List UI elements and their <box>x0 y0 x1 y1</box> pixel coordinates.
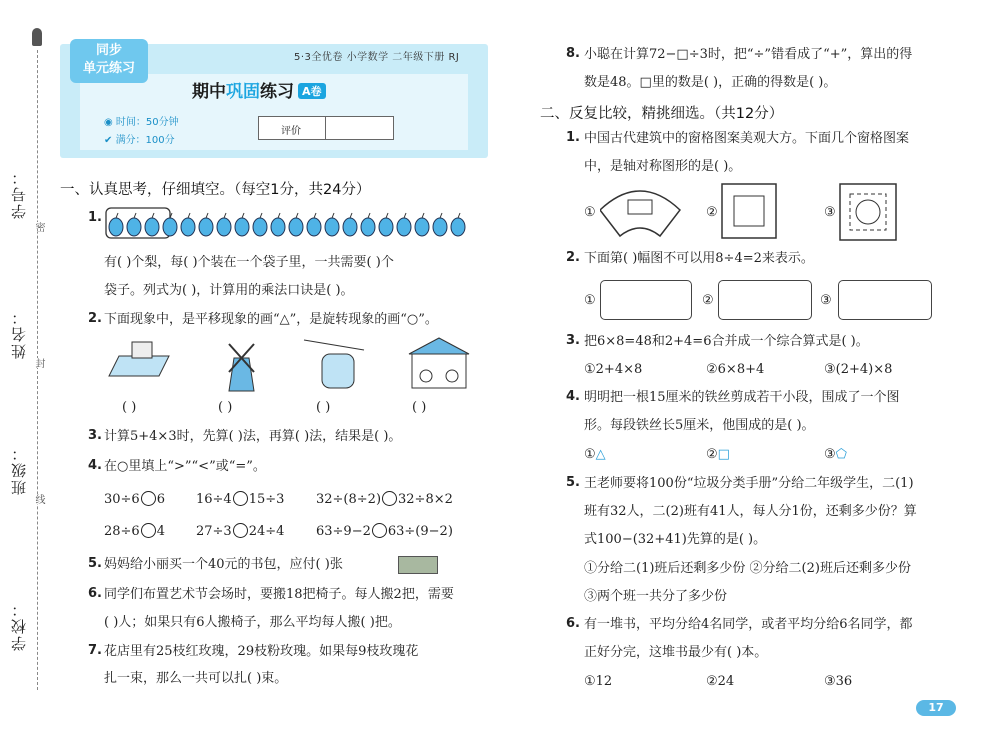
r-q3-opt2[interactable]: ②6×8+4 <box>706 362 765 377</box>
q4-row2-a: 28÷6 4 <box>104 524 165 539</box>
q4-row2-b: 27÷3 24÷4 <box>196 524 285 539</box>
r-q1-opt1[interactable]: ① <box>584 205 596 220</box>
window-patterns <box>600 180 930 244</box>
r-q3-num: 3. <box>566 333 580 348</box>
q4-row1-b: 16÷4 15÷3 <box>196 492 285 507</box>
motion-pictures <box>104 336 474 394</box>
series-info: 5·3全优卷 小学数学 二年级下册 RJ <box>294 52 460 63</box>
version-badge: A卷 <box>298 83 326 99</box>
r-q4-line2: 形。每段铁丝长5厘米，他围成的是( )。 <box>584 418 815 433</box>
r-q1-opt3[interactable]: ③ <box>824 205 836 220</box>
r-q5-opt1[interactable]: ①分给二(1)班后还剩多少份 ②分给二(2)班后还剩多少份 <box>584 561 911 576</box>
pear-icon <box>145 218 159 236</box>
seal-mark-feng: 封 <box>33 358 44 368</box>
r-q2-opt3[interactable]: ③ <box>820 293 832 308</box>
pear-icon <box>253 218 267 236</box>
page-number: 17 <box>916 700 956 716</box>
pear-icon <box>235 218 249 236</box>
fan-window-icon <box>600 191 680 236</box>
q4-text: 在○里填上“>”“<”或“=”。 <box>104 459 266 474</box>
q2-blank-3[interactable]: ( ) <box>316 400 331 415</box>
pears-figure <box>104 206 474 242</box>
r-q6-line1: 有一堆书，平均分给4名同学，或者平均分给6名同学，都 <box>584 617 913 632</box>
r-q6-opt3[interactable]: ③36 <box>824 674 853 689</box>
carousel-icon <box>409 338 469 388</box>
q6-line2: ( )人；如果只有6人搬椅子，那么平均每人搬( )把。 <box>104 615 401 630</box>
rocket-icon <box>32 28 42 46</box>
r-q1-line2: 中，是轴对称图形的是( )。 <box>584 159 742 174</box>
pear-icon <box>361 218 375 236</box>
banknote-icon <box>398 556 438 574</box>
name-label: 姓名： <box>10 308 28 359</box>
q2-blank-2[interactable]: ( ) <box>218 400 233 415</box>
r-q4-opt3[interactable]: ③⬠ <box>824 447 847 462</box>
student-no-label: 学号： <box>10 168 28 219</box>
q1-num: 1. <box>88 210 102 225</box>
r-q3-opt1[interactable]: ①2+4×8 <box>584 362 643 377</box>
q2-blank-1[interactable]: ( ) <box>122 400 137 415</box>
q1-line2: 袋子。列式为( )，计算用的乘法口诀是( )。 <box>104 283 354 298</box>
q4-num: 4. <box>88 458 102 473</box>
pear-icon <box>109 218 123 236</box>
r-q4-line1: 明明把一根15厘米的铁丝剪成若干小段，围成了一个图 <box>584 390 900 405</box>
r-q4-opt2[interactable]: ②□ <box>706 447 730 462</box>
q3-num: 3. <box>88 428 102 443</box>
pear-icon <box>127 218 141 236</box>
class-label: 班级： <box>10 444 28 495</box>
pear-icon <box>289 218 303 236</box>
pear-icon <box>199 218 213 236</box>
pear-icon <box>451 218 465 236</box>
r-q1-opt2[interactable]: ② <box>706 205 718 220</box>
q5-num: 5. <box>88 556 102 571</box>
unit-tab: 同步 单元练习 <box>70 39 148 83</box>
score-info: ✔ 满分：100分 <box>104 135 175 146</box>
square-window-icon <box>722 184 776 238</box>
r-q6-opt2[interactable]: ②24 <box>706 674 735 689</box>
binding-line <box>37 50 38 690</box>
q6-num: 6. <box>88 586 102 601</box>
seal-mark-xian: 线 <box>33 494 44 504</box>
r-q6-num: 6. <box>566 616 580 631</box>
pear-icon <box>271 218 285 236</box>
pear-icon <box>433 218 447 236</box>
r-q5-line2: 班有32人，二(2)班有41人，每人分1份，还剩多少份？算 <box>584 504 917 519</box>
pear-icon <box>379 218 393 236</box>
pear-grid-2 <box>718 280 812 320</box>
r-q8-num: 8. <box>566 46 580 61</box>
r-q2-opt2[interactable]: ② <box>702 293 714 308</box>
q7-num: 7. <box>88 643 102 658</box>
pear-icon <box>343 218 357 236</box>
pear-icon <box>163 218 177 236</box>
r-q8-line2: 数是48。□里的数是( )，正确的得数是( )。 <box>584 75 837 90</box>
q6-line1: 同学们布置艺术节会场时，要搬18把椅子。每人搬2把，需要 <box>104 587 454 602</box>
conveyor-icon <box>109 342 169 376</box>
pear-icon <box>325 218 339 236</box>
q1-line1: 有( )个梨，每( )个装在一个袋子里，一共需要( )个 <box>104 255 394 270</box>
r-q6-line2: 正好分完，这堆书最少有( )本。 <box>584 645 768 660</box>
pear-grid-1 <box>600 280 692 320</box>
r-q1-line1: 中国古代建筑中的窗格图案美观大方。下面几个窗格图案 <box>584 131 910 146</box>
r-q3-text: 把6×8=48和2+4=6合并成一个综合算式是( )。 <box>584 334 869 349</box>
r-q2-text: 下面第( )幅图不可以用8÷4=2来表示。 <box>584 251 814 266</box>
section2-title: 二、反复比较，精挑细选。（共12分） <box>540 106 784 122</box>
q2-text: 下面现象中，是平移现象的画“△”，是旋转现象的画“○”。 <box>104 312 438 327</box>
r-q5-num: 5. <box>566 475 580 490</box>
r-q4-opt1[interactable]: ①△ <box>584 447 606 462</box>
lattice-window-icon <box>840 184 896 240</box>
seal-mark-mi: 密 <box>33 222 44 232</box>
q2-num: 2. <box>88 311 102 326</box>
q7-line2: 扎一束，那么一共可以扎( )束。 <box>104 671 288 686</box>
r-q3-opt3[interactable]: ③(2+4)×8 <box>824 362 893 377</box>
pear-icon <box>307 218 321 236</box>
r-q1-num: 1. <box>566 130 580 145</box>
windmill-icon <box>229 344 254 391</box>
q4-row1-a: 30÷6 6 <box>104 492 165 507</box>
cable-car-icon <box>304 340 364 388</box>
pear-icon <box>181 218 195 236</box>
r-q4-num: 4. <box>566 389 580 404</box>
r-q6-opt1[interactable]: ①12 <box>584 674 613 689</box>
pear-grid-3 <box>838 280 932 320</box>
r-q2-opt1[interactable]: ① <box>584 293 596 308</box>
pear-icon <box>415 218 429 236</box>
evaluation-box: 评价 <box>258 116 394 140</box>
r-q5-opt2[interactable]: ③两个班一共分了多少份 <box>584 589 728 604</box>
r-q8-line1: 小聪在计算72−□÷3时，把“÷”错看成了“+”，算出的得 <box>584 47 913 62</box>
r-q5-line1: 王老师要将100份“垃圾分类手册”分给二年级学生，二(1) <box>584 476 914 491</box>
page-title: 期中巩固练习 A卷 <box>192 77 326 102</box>
section1-title: 一、认真思考，仔细填空。（每空1分，共24分） <box>60 182 371 198</box>
q7-line1: 花店里有25枝红玫瑰，29枝粉玫瑰。如果每9枝玫瑰花 <box>104 644 419 659</box>
r-q5-line3: 式100−(32+41)先算的是( )。 <box>584 532 767 547</box>
pear-icon <box>217 218 231 236</box>
q3-text: 计算5+4×3时，先算( )法，再算( )法，结果是( )。 <box>104 429 402 444</box>
q5-text: 妈妈给小丽买一个40元的书包，应付( )张 <box>104 557 343 572</box>
q4-row1-c: 32÷(8÷2) 32÷8×2 <box>316 492 453 507</box>
q2-blank-4[interactable]: ( ) <box>412 400 427 415</box>
r-q2-num: 2. <box>566 250 580 265</box>
school-label: 学校： <box>10 600 28 651</box>
pear-icon <box>397 218 411 236</box>
q4-row2-c: 63÷9−2 63÷(9−2) <box>316 524 453 539</box>
time-info: ◉ 时间：50分钟 <box>104 117 179 128</box>
